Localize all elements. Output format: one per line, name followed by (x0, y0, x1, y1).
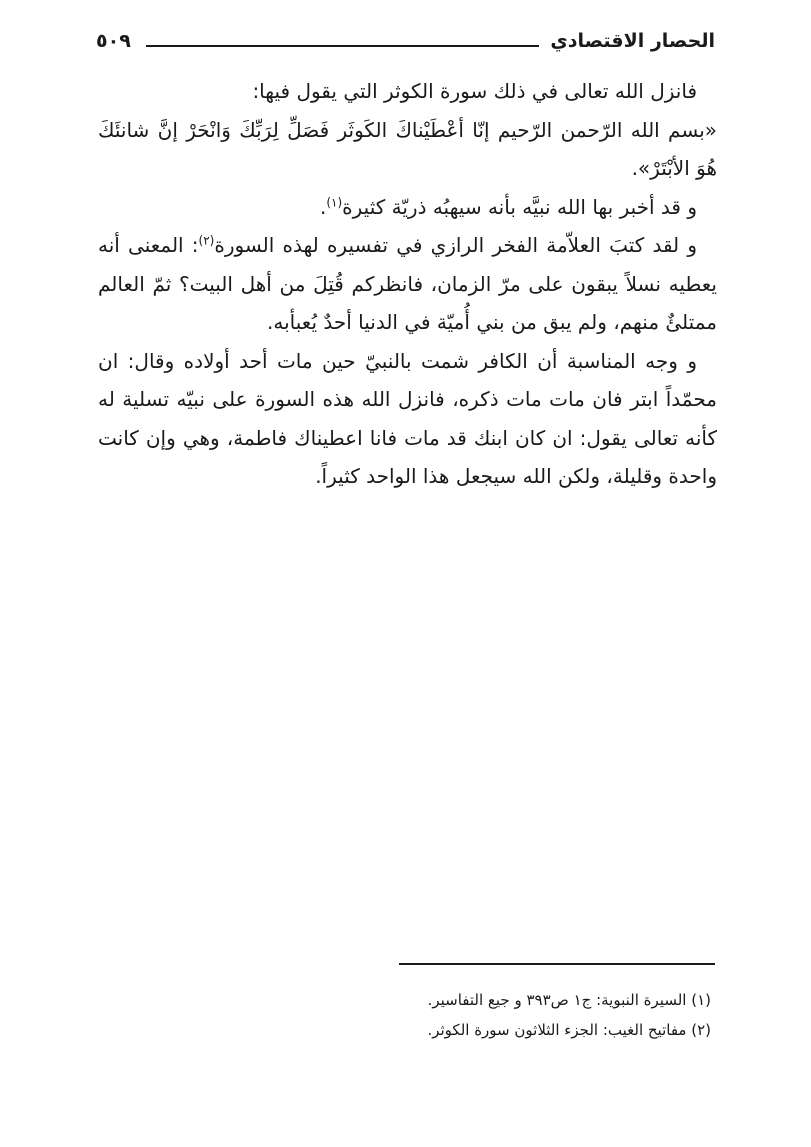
footnote-2: (٢) مفاتيح الغيب: الجزء الثلاثون سورة الكوثر. (427, 1021, 711, 1039)
paragraph-4-text-a: و لقد كتبَ العلاّمة الفخر الرازي في تفسيره لهذه السورة (214, 233, 697, 257)
quran-quote: «بسم الله الرّحمن الرّحيم إنّا أعْطَيْناكَ الكَوثَر فَصَلِّ لِرَبِّكَ وَانْحَرْ إنَّ شانئَكَ هُوَ الأبْتَرْ». (98, 117, 717, 180)
header-rule (146, 45, 539, 47)
footnotes (291, 985, 711, 1045)
paragraph-5: و وجه المناسبة أن الكافر شمت بالنبيّ حين مات أحد أولاده وقال: ان محمّداً ابتر فان مات مات ذكره، فانزل الله هذه السورة على نبيّه تسلية له كأنه تعالى يقول: ان كان ابنك قد مات فانا اعطيناك فاطمة، وهي وإن كانت واحدة وقليلة، ولكن الله سيجعل هذا الواحد كثيراً. (98, 348, 717, 488)
paragraph-3-end: . (319, 194, 327, 219)
paragraph-4-text-b: : المعنى أنه يعطيه نسلاً يبقون على مرّ الزمان، فانظركم قُتِلَ من أهل البيت؟ ثمّ العالم ممتلئٌ منهم، ولم يبق من بني أُميّة في الدنيا أحدٌ يُعبأبه. (98, 233, 717, 334)
page-number: ٥٠٩ (96, 30, 131, 52)
footnote-ref-2: (٢) (198, 233, 215, 248)
header-title: الحصار الاقتصادي (550, 30, 715, 52)
paragraph-3-text: و قد أخبر بها الله نبيَّه بأنه سيهبُه ذريّة كثيرة (342, 194, 697, 219)
footnote-ref-1: (١) (326, 194, 343, 209)
footnote-rule (399, 963, 715, 965)
main-text (98, 72, 717, 496)
running-header (96, 28, 715, 62)
paragraph-4 (98, 226, 717, 342)
footnote-1: (١) السيرة النبوية: ج١ ص٣٩٣ و جيع التفاسير. (427, 991, 711, 1009)
paragraph-3 (98, 188, 717, 227)
paragraph-1: فانزل الله تعالى في ذلك سورة الكوثر التي يقول فيها: (252, 79, 697, 103)
